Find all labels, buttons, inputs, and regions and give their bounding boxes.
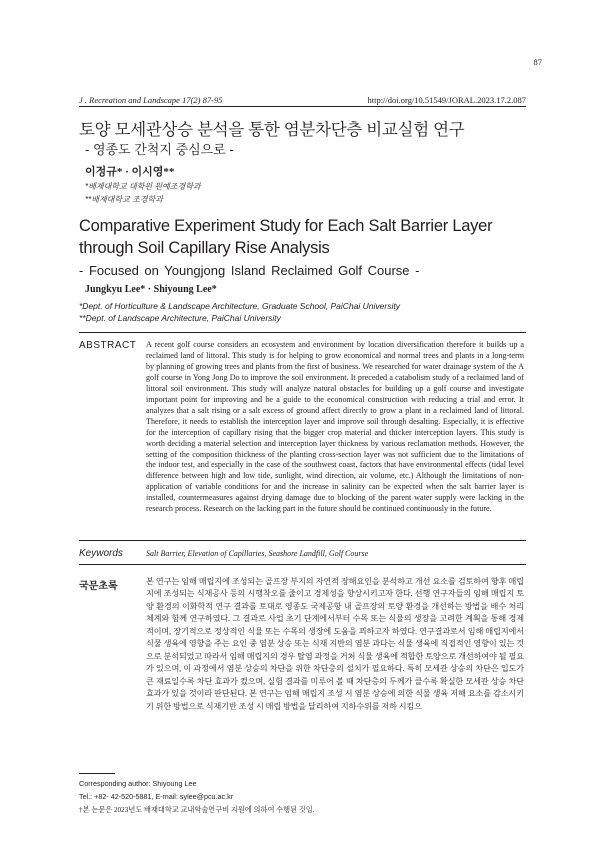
korean-abstract-label: 국문초록	[79, 581, 118, 592]
header-divider	[79, 106, 526, 107]
affiliation-english-1: *Dept. of Horticulture & Landscape Architecture, Graduate School, PaiChai University	[79, 301, 400, 311]
keywords-label: Keywords	[79, 548, 123, 559]
affiliation-korean-2: **배재대학교 조경학과	[85, 195, 164, 204]
korean-abstract-text: 본 연구는 임해 매립지에 조성되는 골프장 부지의 자연적 장해요인을 분석하고 개선 요소를 검토하여 향후 매립지에 조성되는 식재공사 등의 시행착오를 줄이고 경제성을 향상시키고자 한다. 선행 연구자들의 임해 매립지 토양 환경의 이화학적 연구 결과를 토대로 영종도 국제공항 내 골프장의 토양 환경을 개선하는 방법을 배수 처리 체계와 함께 연구하였다. 그 결과로 사업 초기 단계에서부터 수목 또는 식물의 생장을 고려한 계획을 통해 경제적이며, 장기적으로 정상적인 식물 또는 수목의 생장에 도움을 꾀하고자 하였다. 연구결과로서 임해 매립지에서 식물 생육에 영향을 주는 요인 중 염분 상승 또는 식재 지반의 염분 과다는 식물 생육에 직접적인 영향이 있는 것으로 분석되었고 따라서 임해 매립지의 경우 탈염 과정을 거쳐 식물 생육에 적합한 토양으로 개선하여야 될 필요가 있으며, 이 과정에서 염분 상승의 차단을 위한 차단층의 설치가 필요하다. 특히 모세관 상승의 차단은 입도가 큰 재료일수록 차단 효과가 컸으며, 실험 결과를 미루어 볼 때 차단층의 두께가 클수록 확실한 모세관 상승 차단 효과가 있을 것이라 판단된다. 본 연구는 임해 매립지 조성 시 염분 상승에 의한 식물 생육 저해 요소를 감소시키기 위한 방법으로 식재기반 조성 시 매립 방법을 달리하여 지하수위를 저하 시킴으	[146, 577, 524, 711]
authors-english: Jungkyu Lee* · Shiyoung Lee*	[85, 284, 217, 295]
journal-citation: J . Recreation and Landscape 17(2) 87-95	[79, 95, 223, 105]
footnote-divider	[79, 773, 115, 774]
footnote-contact: Tel.: +82- 42-520-5881, E-mail: sylee@pcu.ac.kr	[79, 792, 234, 801]
subtitle-english: - Focused on Youngjong Island Reclaimed Golf Course -	[79, 263, 420, 278]
title-korean: 토양 모세관상승 분석을 통한 염분차단층 비교실험 연구	[79, 121, 465, 139]
doi-link[interactable]: http://doi.org/10.51549/JORAL.2023.17.2.087	[367, 95, 526, 105]
keywords-text: Salt Barrier, Elevation of Capillaries, Seashore Landfill, Golf Course	[146, 549, 369, 558]
abstract-top-divider	[79, 332, 526, 333]
title-english: Comparative Experiment Study for Each Salt Barrier Layer through Soil Capillary Rise Analysis	[79, 217, 493, 257]
abstract-label: ABSTRACT	[79, 340, 137, 351]
keywords-bottom-divider	[79, 564, 526, 565]
keywords-top-divider	[79, 540, 526, 541]
footnote-corresponding-author: Corresponding author: Shiyoung Lee	[79, 779, 197, 788]
authors-korean: 이정규* · 이시영**	[85, 166, 175, 178]
page-number: 87	[533, 57, 542, 67]
footnote-funding: †본 논문은 2023년도 배재대학교 교내학술연구비 지원에 의하여 수행된 것임.	[79, 806, 315, 814]
affiliation-english-2: **Dept. of Landscape Architecture, PaiChai University	[79, 313, 281, 323]
abstract-text: A recent golf course considers an ecosystem and environment by location diversification therefore it builds up a reclaimed land of littoral. This study is for helping to grow economical and normal trees and plants in a long-term by planning of growing trees and plants from the first of business. We researched for water drainage system of the A golf course in Yong Jong Do to improve the soil environment. It preceded a catabolism study of a reclaimed land of littoral soil environment. This study will analyze natural obstacles for building up a golf course and investigate important point for improving and be a guide to the economical construction with reducing a trial and error. It analyzes that a salt rising or a salt excess of ground affect directly to grow a plant in a reclaimed land of littoral. Therefore, it needs to establish the interception layer and improve soil through desalting. Especially, it is effective for the interception of capillary rising that the bigger crop material and thicker interception layers. This study is worth deciding a material selection and interception layer thickness by various reclamation methods. However, the setting of the composition thickness of the planting cross-section layer was not sufficient due to the limitations of the indoor test, and especially in the case of the southwest coast, factors that have environmental effects (tidal level difference between high and low tide, sunlight, wind direction, air volume, etc.) Although the limitations of non-application of variable conditions for and the increase in salinity can be expected when the salt barrier layer is installed, countermeasures against drying damage due to blocking of the parent water supply were lacking in the research process. Research on the lacking part in the future should be continued continuously in the future.	[146, 340, 524, 514]
affiliation-korean-1: *배재대학교 대학원 원예조경학과	[85, 182, 201, 191]
subtitle-korean: - 영종도 간척지 중심으로 -	[85, 142, 234, 157]
